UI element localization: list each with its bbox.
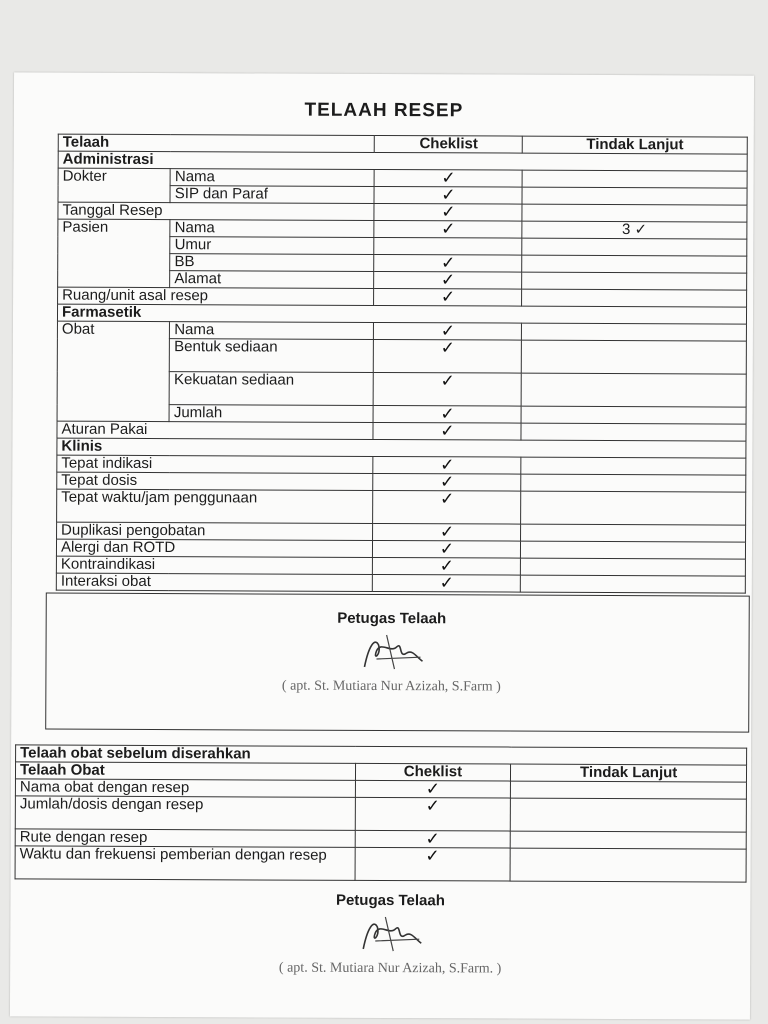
row-label-obat: Obat: [57, 321, 170, 421]
check-mark: ✓: [373, 557, 521, 575]
check-mark: ✓: [373, 540, 521, 558]
section-telaah-obat: Telaah obat sebelum diserahkan: [16, 745, 747, 765]
check-mark: ✓: [373, 490, 521, 524]
check-mark: ✓: [355, 830, 511, 848]
check-mark: ✓: [373, 574, 521, 592]
signature-title: Petugas Telaah: [335, 891, 445, 910]
obat-jumlah: Jumlah: [169, 405, 373, 423]
pasien-bb: BB: [170, 254, 374, 272]
header-cheklist: Cheklist: [375, 135, 523, 153]
klinis-item: Duplikasi pengobatan: [57, 522, 373, 540]
dokter-sip: SIP dan Paraf: [170, 186, 374, 204]
klinis-item: Tepat dosis: [57, 472, 373, 490]
document-page: [10, 72, 754, 1019]
pasien-umur: Umur: [170, 237, 374, 255]
check-mark: ✓: [355, 847, 511, 881]
paren-open: (: [278, 960, 284, 976]
klinis-item: Tepat indikasi: [57, 455, 373, 473]
telaah-obat-row: Rute dengan resep: [15, 829, 355, 847]
obat-bentuk: Bentuk sediaan: [170, 339, 374, 373]
pasien-alamat: Alamat: [170, 271, 374, 289]
telaah-table: [56, 134, 748, 594]
check-mark: ✓: [374, 288, 522, 306]
paren-close: ): [496, 961, 502, 977]
telaah-obat-row: Nama obat dengan resep: [15, 779, 355, 797]
check-mark: ✓: [374, 339, 522, 373]
check-mark: ✓: [374, 220, 522, 238]
check-mark: ✓: [373, 456, 521, 474]
check-mark: ✓: [373, 473, 521, 491]
signature-title: Petugas Telaah: [337, 609, 447, 628]
row-label-dokter: Dokter: [58, 168, 170, 202]
section-administrasi: Administrasi: [58, 151, 747, 171]
klinis-item: Kontraindikasi: [56, 556, 372, 574]
section-farmasetik: Farmasetik: [57, 304, 746, 324]
signature-name-line: [40, 960, 740, 979]
document-title: TELAAH RESEP: [304, 99, 464, 122]
telaah-obat-row: Waktu dan frekuensi pemberian dengan resep: [15, 846, 355, 880]
check-mark: ✓: [355, 780, 511, 798]
pasien-nama: Nama: [170, 220, 374, 238]
telaah-obat-row: Jumlah/dosis dengan resep: [15, 796, 355, 830]
check-mark: ✓: [374, 254, 522, 272]
check-mark: ✓: [374, 186, 522, 204]
signature-icon: [345, 909, 435, 957]
check-mark: ✓: [374, 203, 522, 221]
check-mark: ✓: [373, 523, 521, 541]
row-label-pasien: Pasien: [58, 219, 171, 287]
signature-section: [41, 609, 741, 697]
tindak-lanjut-note: 3 ✓: [522, 221, 747, 239]
paren-close: ): [496, 679, 501, 695]
obat-kekuatan: Kekuatan sediaan: [169, 372, 373, 406]
klinis-item: Alergi dan ROTD: [56, 539, 372, 557]
check-mark: ✓: [374, 169, 522, 187]
check-mark: ✓: [373, 405, 521, 423]
ruang-unit: Ruang/unit asal resep: [58, 287, 374, 305]
signature-icon: [346, 627, 436, 675]
check-mark: ✓: [374, 372, 522, 406]
telaah-obat-table: [15, 744, 748, 882]
header-tindak-lanjut: Tindak Lanjut: [511, 764, 747, 782]
signer-name: apt. St. Mutiara Nur Azizah, S.Farm.: [287, 960, 494, 977]
header-telaah-obat: Telaah Obat: [15, 762, 355, 780]
check-mark: ✓: [373, 422, 521, 440]
check-mark: ✓: [374, 322, 522, 340]
aturan-pakai: Aturan Pakai: [57, 421, 373, 439]
tanggal-resep: Tanggal Resep: [58, 202, 374, 220]
header-cheklist: Cheklist: [355, 763, 511, 781]
signer-name: apt. St. Mutiara Nur Azizah, S.Farm: [290, 678, 493, 695]
signature-section-2: [40, 891, 740, 979]
section-klinis: Klinis: [57, 438, 746, 458]
klinis-item: Interaksi obat: [56, 573, 372, 591]
header-telaah: Telaah: [58, 134, 374, 152]
obat-nama: Nama: [170, 322, 374, 340]
klinis-item: Tepat waktu/jam penggunaan: [57, 489, 374, 523]
paren-open: (: [281, 678, 287, 694]
header-tindak-lanjut: Tindak Lanjut: [523, 136, 748, 154]
signature-name-line: [41, 678, 741, 697]
check-mark: ✓: [374, 271, 522, 289]
check-mark: ✓: [355, 797, 511, 831]
dokter-nama: Nama: [170, 169, 374, 187]
